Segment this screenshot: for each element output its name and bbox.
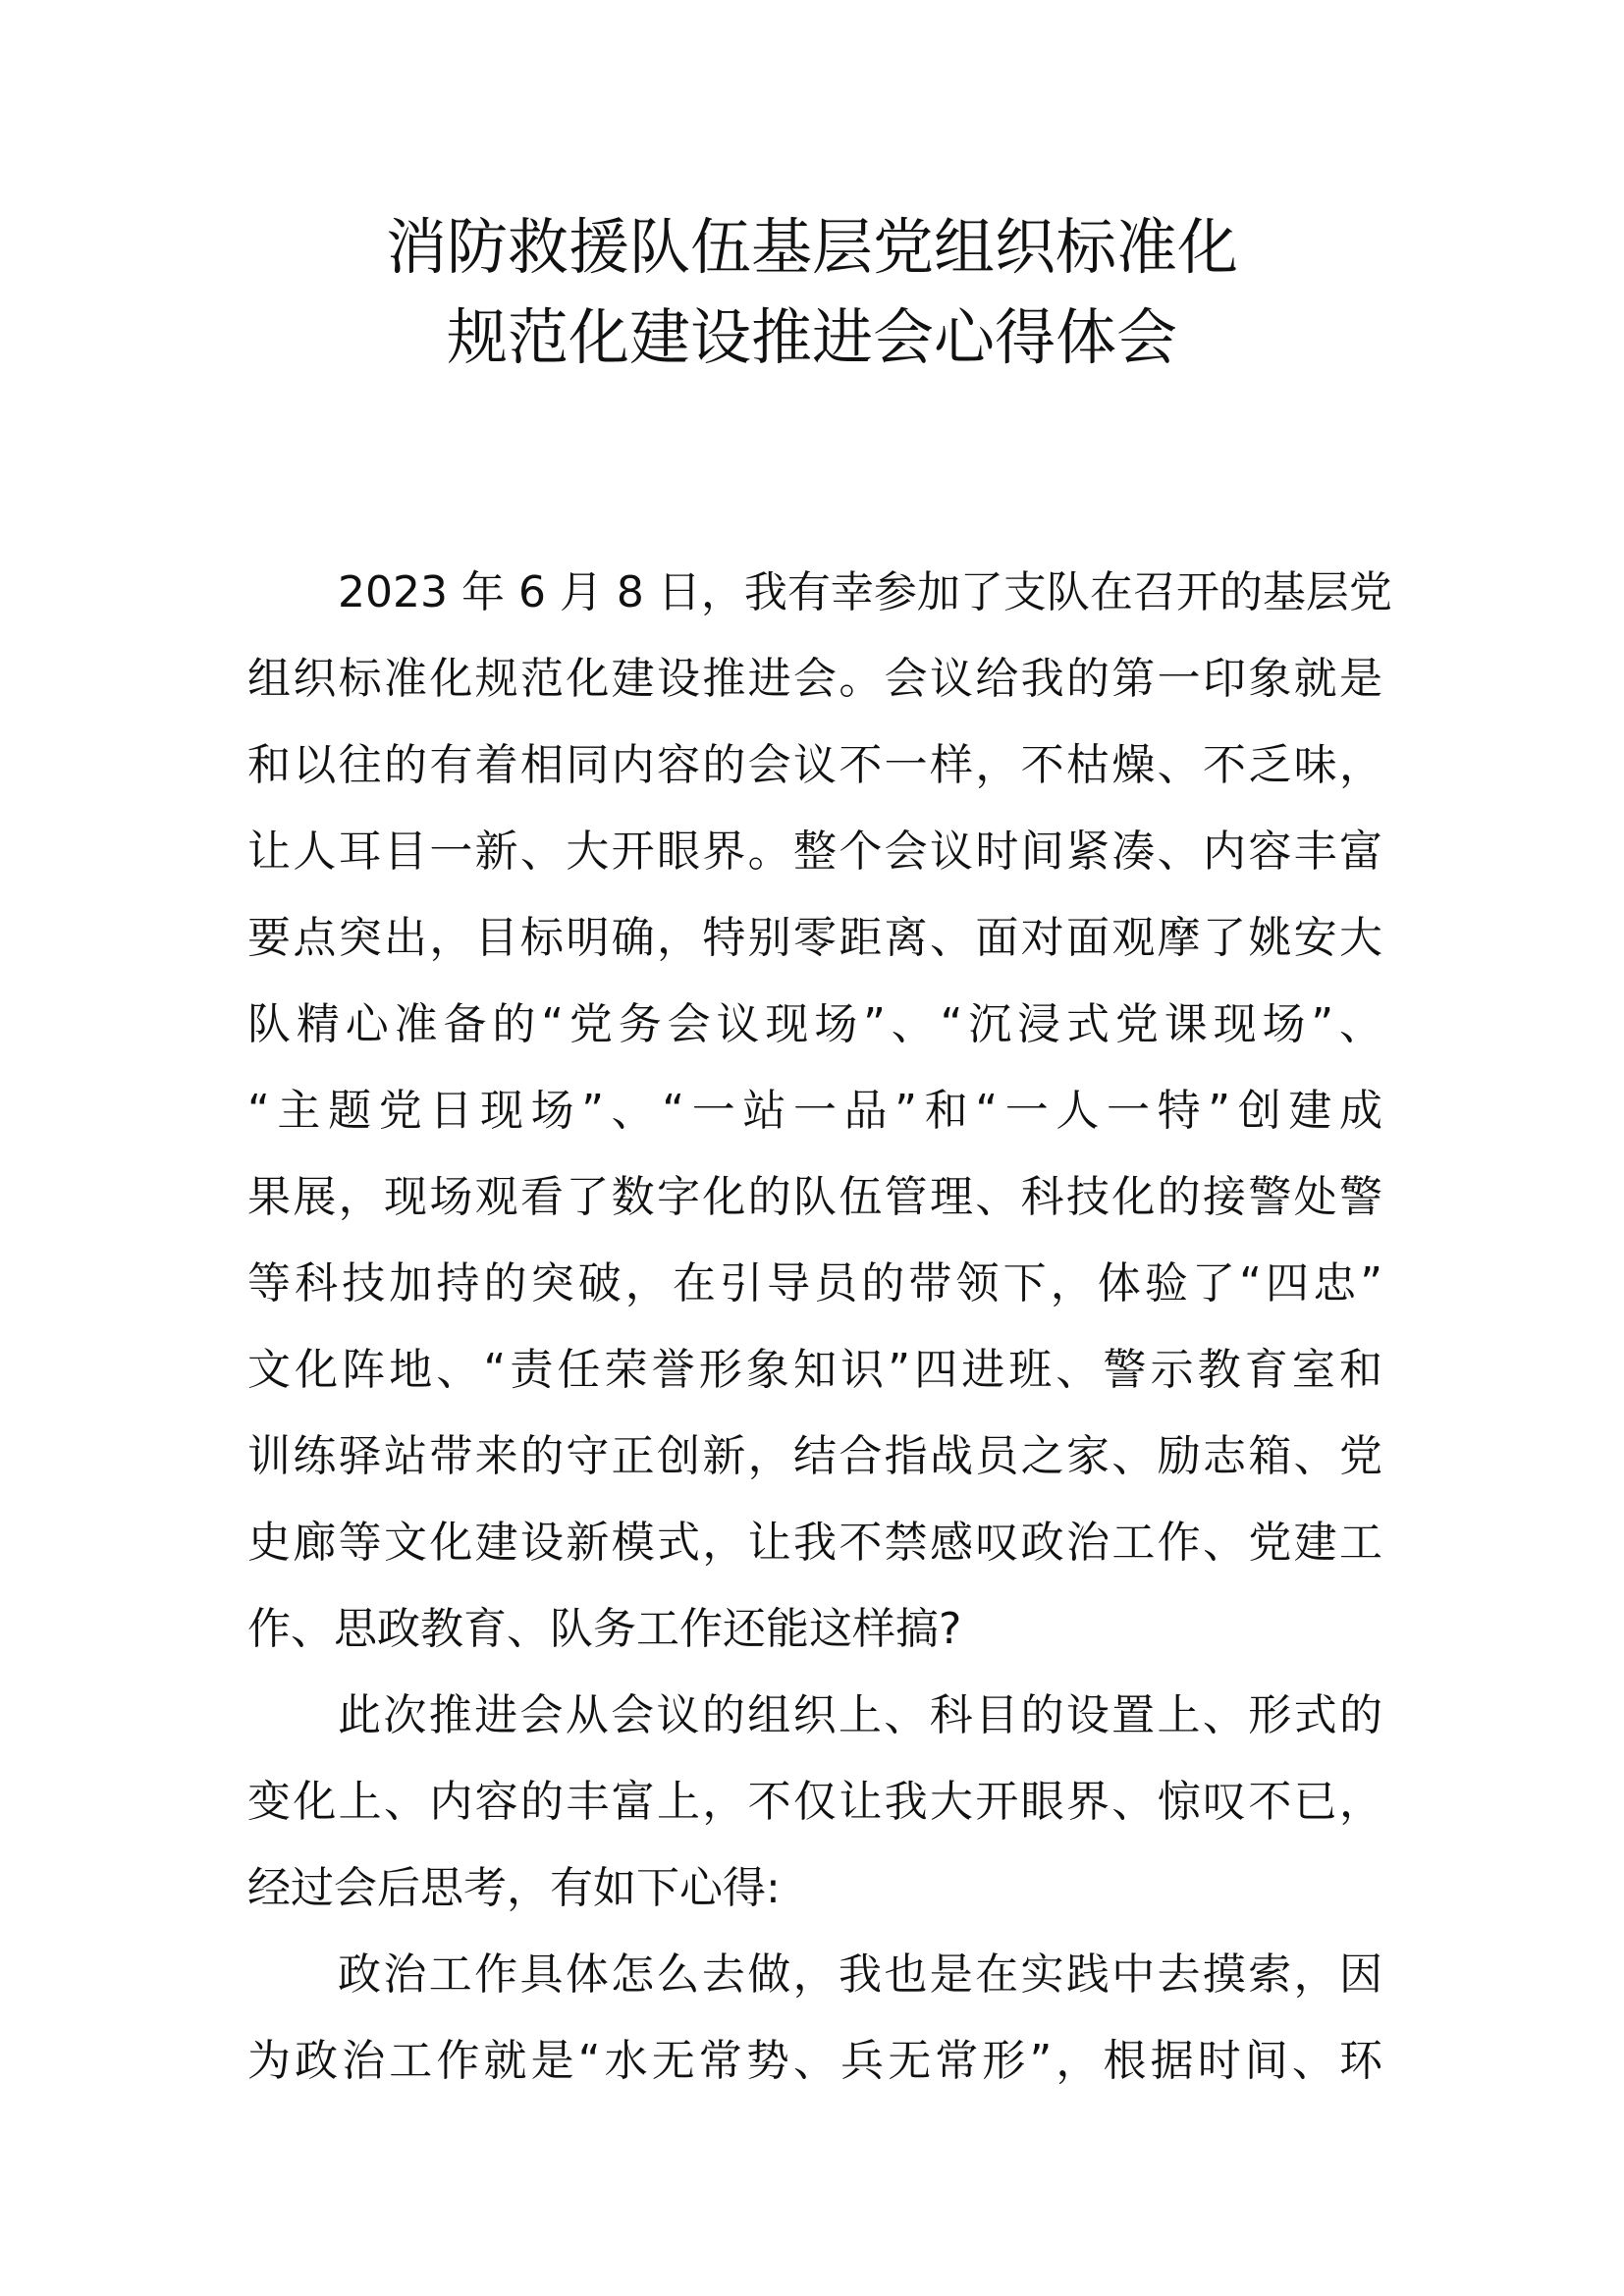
paragraph-1-line-13: 作、思政教育、队务工作还能这样搞? — [247, 1604, 962, 1654]
paragraph-1-line-6: 队精心准备的“党务会议现场”、“沉浸式党课现场”、 — [247, 999, 1382, 1049]
document-body — [247, 550, 1392, 2105]
paragraph-1-line-5: 要点突出，目标明确，特别零距离、面对面观摩了姚安大 — [247, 913, 1382, 963]
paragraph-1-line-3: 和以往的有着相同内容的会议不一样，不枯燥、不乏味， — [247, 740, 1382, 790]
paragraph-1-line-4: 让人耳目一新、大开眼界。整个会议时间紧凑、内容丰富 — [247, 827, 1382, 877]
paragraph-1-line-8: 果展，现场观看了数字化的队伍管理、科技化的接警处警 — [247, 1172, 1382, 1222]
paragraph-1-line-1: 2023 年 6 月 8 日，我有幸参加了支队在召开的基层党 — [338, 567, 1392, 617]
paragraph-1-line-12: 史廊等文化建设新模式，让我不禁感叹政治工作、党建工 — [247, 1518, 1382, 1568]
paragraph-1-line-2: 组织标准化规范化建设推进会。会议给我的第一印象就是 — [247, 654, 1382, 704]
document-title-line-2: 规范化建设推进会心得体会 — [446, 301, 1177, 373]
paragraph-2-line-2: 变化上、内容的丰富上，不仅让我大开眼界、惊叹不已， — [247, 1777, 1382, 1827]
paragraph-3-line-1: 政治工作具体怎么去做，我也是在实践中去摸索，因 — [338, 1949, 1382, 2000]
paragraph-2-line-3: 经过会后思考，有如下心得: — [247, 1863, 781, 1913]
paragraph-1-line-7: “主题党日现场”、“一站一品”和“一人一特”创建成 — [247, 1086, 1382, 1136]
paragraph-1-line-9: 等科技加持的突破，在引导员的带领下，体验了“四忠” — [247, 1258, 1382, 1308]
document-title-line-1: 消防救援队伍基层党组织标准化 — [385, 211, 1238, 283]
paragraph-2-line-1: 此次推进会从会议的组织上、科目的设置上、形式的 — [338, 1690, 1382, 1740]
paragraph-1-line-11: 训练驿站带来的守正创新，结合指战员之家、励志箱、党 — [247, 1431, 1382, 1481]
paragraph-1-line-10: 文化阵地、“责任荣誉形象知识”四进班、警示教育室和 — [247, 1345, 1382, 1395]
paragraph-3-line-2: 为政治工作就是“水无常势、兵无常形”，根据时间、环 — [247, 2036, 1382, 2086]
